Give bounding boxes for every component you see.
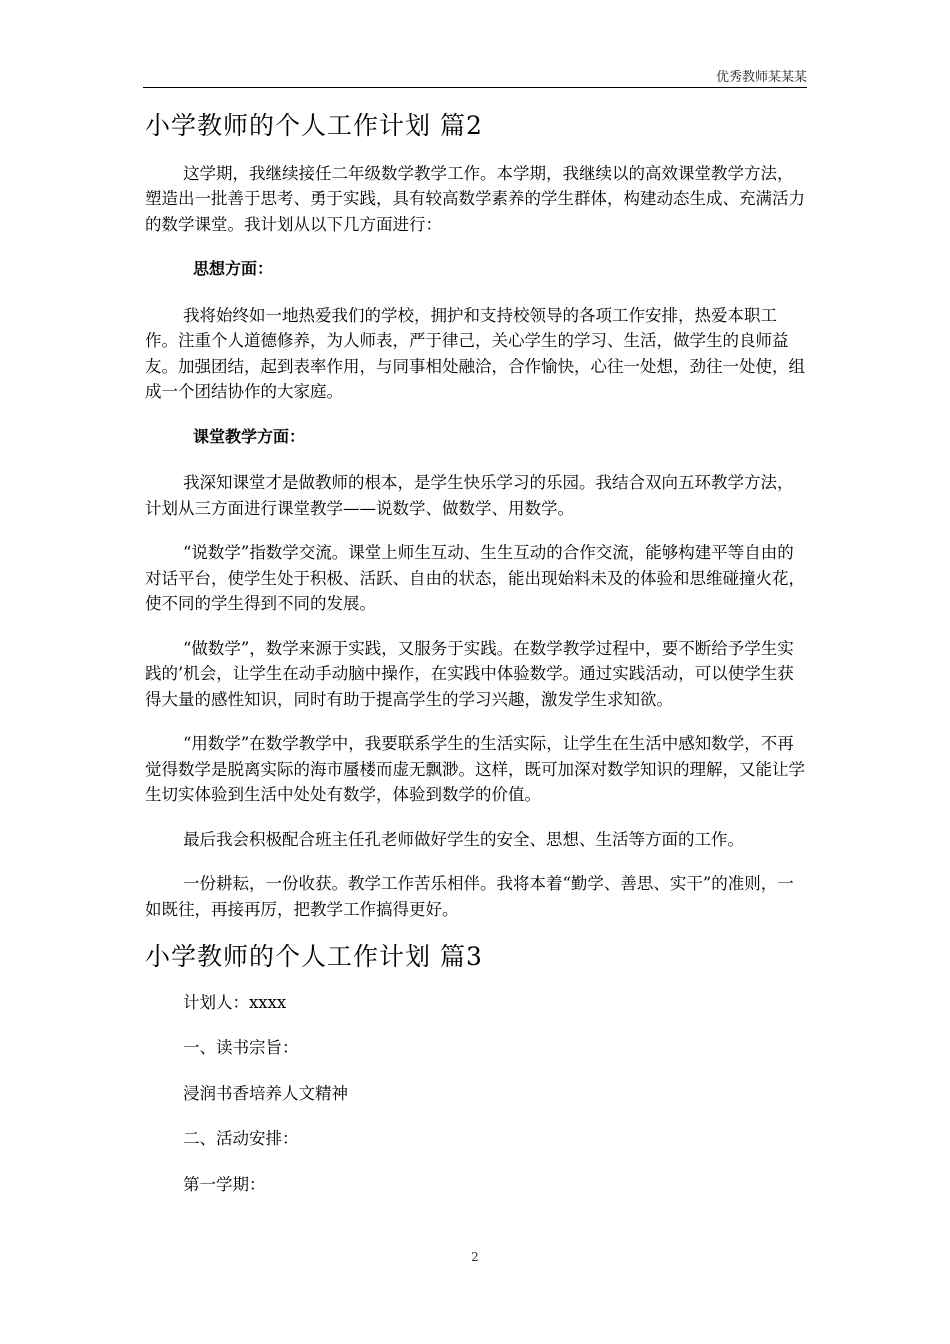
- page-number: 2: [471, 1250, 479, 1264]
- document-body: [145, 110, 805, 1217]
- do-math-paragraph: “做数学”，数学来源于实践，又服务于实践。在数学教学过程中，要不断给予学生实践的’机会，让学生在动手动脑中操作，在实践中体验数学。通过实践活动，可以使学生获得大量的感性知识，同时有助于提高学生的学习兴趣，激发学生求知欲。: [145, 638, 794, 709]
- section-2-intro: 这学期，我继续接任二年级数学教学工作。本学期，我继续以的高效课堂教学方法，塑造出一批善于思考、勇于实践，具有较高数学素养的学生群体，构建动态生成、充满活力的数学课堂。我计划从以下几方面进行：: [145, 163, 805, 234]
- say-math-paragraph: “说数学”指数学交流。课堂上师生互动、生生互动的合作交流，能够构建平等自由的对话平台，使学生处于积极、活跃、自由的状态，能出现始料未及的体验和思维碰撞火花，使不同的学生得到不同的发展。: [145, 543, 805, 613]
- class-teaching-heading: 课堂教学方面：: [193, 426, 306, 446]
- closing-paragraph: 一份耕耘，一份收获。教学工作苦乐相伴。我将本着“勤学、善思、实干”的准则，一如既往，再接再厉，把教学工作搞得更好。: [145, 874, 794, 919]
- thought-paragraph: 我将始终如一地热爱我们的学校，拥护和支持校领导的各项工作安排，热爱本职工作。注重个人道德修养，为人师表，严于律己，关心学生的学习、生活，做学生的良师益友。加强团结，起到表率作用，与同事相处融洽，合作愉快，心往一处想，劲往一处使，组成一个团结协作的大家庭。: [145, 305, 805, 401]
- first-term-heading: 第一学期：: [183, 1174, 266, 1194]
- section-2-title: 小学教师的个人工作计划 篇2: [145, 111, 483, 140]
- header-divider: [143, 87, 807, 88]
- header-author: 优秀教师某某某: [715, 70, 807, 85]
- activity-heading: 二、活动安排：: [183, 1129, 299, 1148]
- reading-purpose-heading: 一、读书宗旨：: [183, 1038, 299, 1057]
- section-3-title: 小学教师的个人工作计划 篇3: [145, 942, 483, 971]
- planner-line: 计划人：xxxx: [183, 992, 287, 1012]
- thought-heading: 思想方面：: [193, 259, 274, 278]
- finally-paragraph: 最后我会积极配合班主任孔老师做好学生的安全、思想、生活等方面的工作。: [182, 829, 744, 849]
- use-math-paragraph: “用数学”在数学教学中，我要联系学生的生活实际，让学生在生活中感知数学，不再觉得数学是脱离实际的海市蜃楼而虚无飘渺。这样，既可加深对数学知识的理解，又能让学生切实体验到生活中处处有数学，体验到数学的价值。: [145, 734, 805, 804]
- class-teaching-paragraph: 我深知课堂才是做教师的根本，是学生快乐学习的乐园。我结合双向五环教学方法，计划从三方面进行课堂教学——说数学、做数学、用数学。: [145, 473, 794, 518]
- reading-purpose-text: 浸润书香培养人文精神: [183, 1083, 348, 1103]
